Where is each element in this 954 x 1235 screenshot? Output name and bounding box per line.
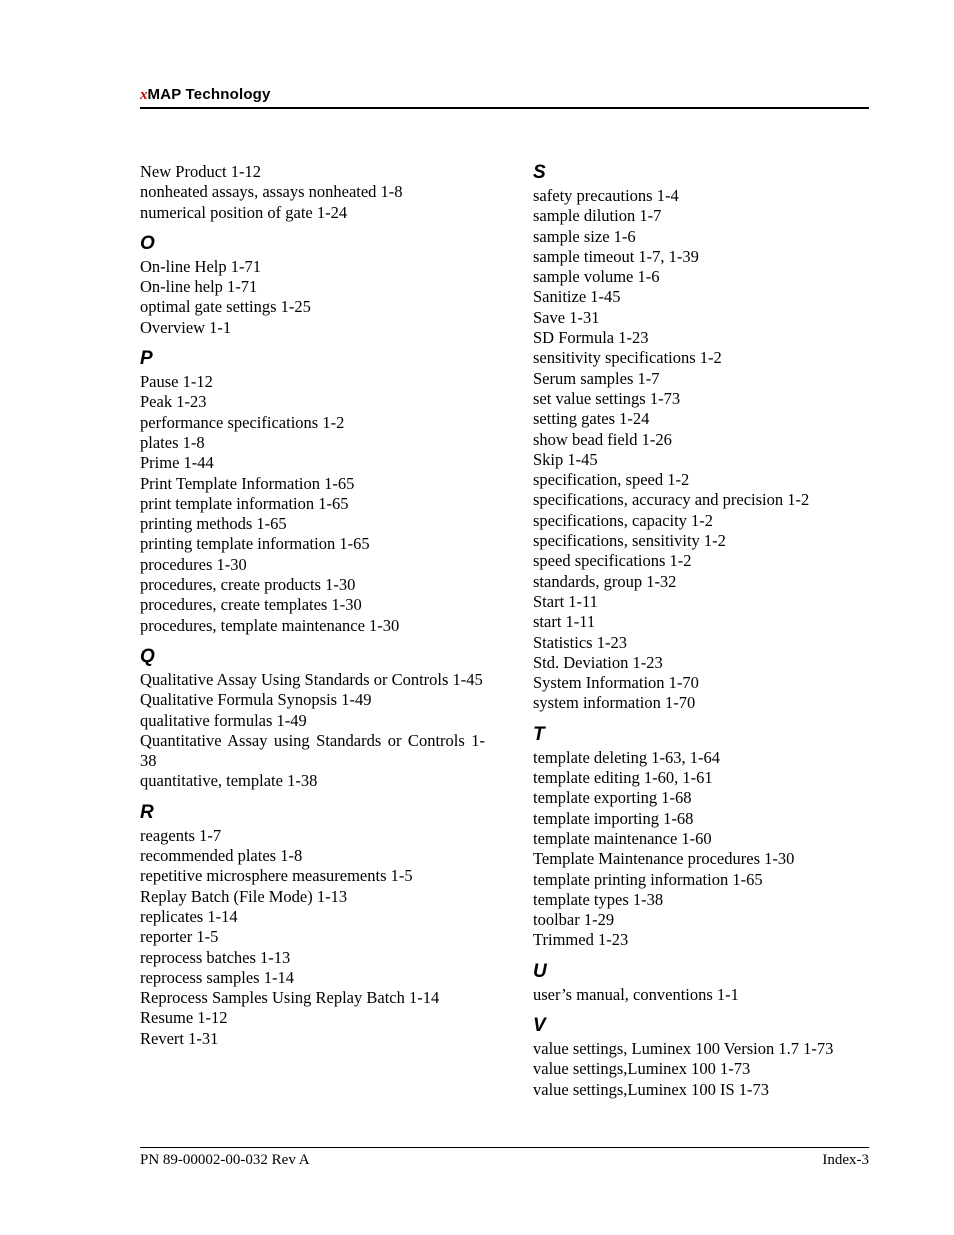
index-entry: template exporting 1-68	[533, 788, 692, 808]
index-column-left	[140, 162, 485, 1049]
index-entry: reporter 1-5	[140, 927, 219, 947]
index-entry: Print Template Information 1-65	[140, 473, 355, 493]
index-entry: reprocess batches 1-13	[140, 947, 291, 967]
index-entry: template types 1-38	[533, 889, 664, 909]
index-entry: user’s manual, conventions 1-1	[533, 984, 739, 1004]
index-entry: Revert 1-31	[140, 1028, 219, 1048]
index-entry: nonheated assays, assays nonheated 1-8	[140, 182, 403, 202]
index-entry: standards, group 1-32	[533, 571, 677, 591]
index-entry: print template information 1-65	[140, 493, 349, 513]
index-entry: recommended plates 1-8	[140, 846, 303, 866]
index-entry: System Information 1-70	[533, 673, 699, 693]
running-header	[140, 86, 869, 109]
index-entry: Serum samples 1-7	[533, 368, 660, 388]
index-entry: Overview 1-1	[140, 317, 232, 337]
footer-page-number: Index-3	[822, 1152, 869, 1168]
index-entry: system information 1-70	[533, 693, 696, 713]
index-entry: Replay Batch (File Mode) 1-13	[140, 886, 348, 906]
index-entry: numerical position of gate 1-24	[140, 202, 348, 222]
index-entry: sensitivity specifications 1-2	[533, 348, 722, 368]
index-entry: Resume 1-12	[140, 1008, 228, 1028]
index-entry: On-line help 1-71	[140, 277, 258, 297]
index-entry: value settings,Luminex 100 1-73	[533, 1059, 751, 1079]
index-entry: Trimmed 1-23	[533, 930, 629, 950]
index-entry: template maintenance 1-60	[533, 828, 712, 848]
index-entry: printing template information 1-65	[140, 534, 370, 554]
index-entry: start 1-11	[533, 612, 596, 632]
index-entry: sample size 1-6	[533, 226, 636, 246]
index-entry: Prime 1-44	[140, 453, 214, 473]
section-letter-heading: Q	[140, 645, 155, 667]
index-entry: Skip 1-45	[533, 449, 598, 469]
index-entry: Save 1-31	[533, 307, 600, 327]
header-title: MAP Technology	[147, 86, 271, 103]
index-entry: speed specifications 1-2	[533, 551, 692, 571]
index-entry: performance specifications 1-2	[140, 412, 345, 432]
index-entry: template deleting 1-63, 1-64	[533, 747, 720, 767]
index-entry: procedures, template maintenance 1-30	[140, 615, 400, 635]
index-entry: Pause 1-12	[140, 372, 213, 392]
index-entry: printing methods 1-65	[140, 514, 287, 534]
index-entry: procedures, create products 1-30	[140, 575, 356, 595]
section-letter-heading: S	[533, 162, 546, 183]
index-entry: Reprocess Samples Using Replay Batch 1-14	[140, 988, 440, 1008]
index-entry: replicates 1-14	[140, 906, 238, 926]
index-entry: specification, speed 1-2	[533, 470, 690, 490]
index-entry: template importing 1-68	[533, 808, 694, 828]
index-entry: Qualitative Formula Synopsis 1-49	[140, 690, 372, 710]
index-entry: set value settings 1-73	[533, 388, 681, 408]
header-title-prefix: x	[140, 87, 148, 103]
index-entry: quantitative, template 1-38	[140, 771, 318, 791]
index-entry: SD Formula 1-23	[533, 328, 649, 348]
index-entry: Statistics 1-23	[533, 632, 627, 652]
footer-part-number: PN 89-00002-00-032 Rev A	[140, 1152, 310, 1168]
index-entry: template editing 1-60, 1-61	[533, 768, 713, 788]
index-entry: reprocess samples 1-14	[140, 967, 294, 987]
section-letter-heading: U	[533, 960, 547, 982]
index-entry: Template Maintenance procedures 1-30	[533, 849, 795, 869]
index-entry: sample timeout 1-7, 1-39	[533, 246, 699, 266]
index-entry: safety precautions 1-4	[533, 186, 679, 205]
index-entry: toolbar 1-29	[533, 910, 615, 930]
section-letter-heading: P	[140, 348, 153, 370]
index-entry: qualitative formulas 1-49	[140, 710, 307, 730]
section-letter-heading: O	[140, 232, 155, 254]
index-entry: template printing information 1-65	[533, 869, 763, 889]
index-entry: Quantitative Assay using Standards or Controls 1-38	[140, 730, 485, 771]
index-entry: On-line Help 1-71	[140, 256, 261, 276]
index-entry: show bead field 1-26	[533, 429, 672, 449]
index-entry: New Product 1-12	[140, 162, 261, 181]
section-letter-heading: V	[533, 1014, 546, 1036]
index-entry: specifications, capacity 1-2	[533, 510, 714, 530]
index-entry: procedures 1-30	[140, 554, 247, 574]
index-entry: setting gates 1-24	[533, 409, 650, 429]
section-letter-heading: R	[140, 801, 154, 823]
index-entry: sample volume 1-6	[533, 267, 660, 287]
index-entry: plates 1-8	[140, 432, 205, 452]
index-entry: procedures, create templates 1-30	[140, 595, 362, 615]
index-entry: reagents 1-7	[140, 825, 222, 845]
index-entry: Peak 1-23	[140, 392, 207, 412]
index-column-right	[533, 162, 863, 1100]
index-entry: value settings, Luminex 100 Version 1.7 1-73	[533, 1038, 834, 1058]
index-entry: Std. Deviation 1-23	[533, 652, 663, 672]
index-entry: Sanitize 1-45	[533, 287, 621, 307]
index-entry: Qualitative Assay Using Standards or Controls 1-45	[140, 669, 483, 689]
index-entry: sample dilution 1-7	[533, 206, 662, 226]
section-letter-heading: T	[533, 723, 545, 745]
index-entry: optimal gate settings 1-25	[140, 297, 311, 317]
index-entry: specifications, accuracy and precision 1-2	[533, 490, 810, 510]
index-entry: repetitive microsphere measurements 1-5	[140, 866, 413, 886]
page-footer	[140, 1147, 869, 1168]
index-entry: Start 1-11	[533, 591, 598, 611]
index-entry: specifications, sensitivity 1-2	[533, 531, 726, 551]
index-entry: value settings,Luminex 100 IS 1-73	[533, 1079, 770, 1099]
